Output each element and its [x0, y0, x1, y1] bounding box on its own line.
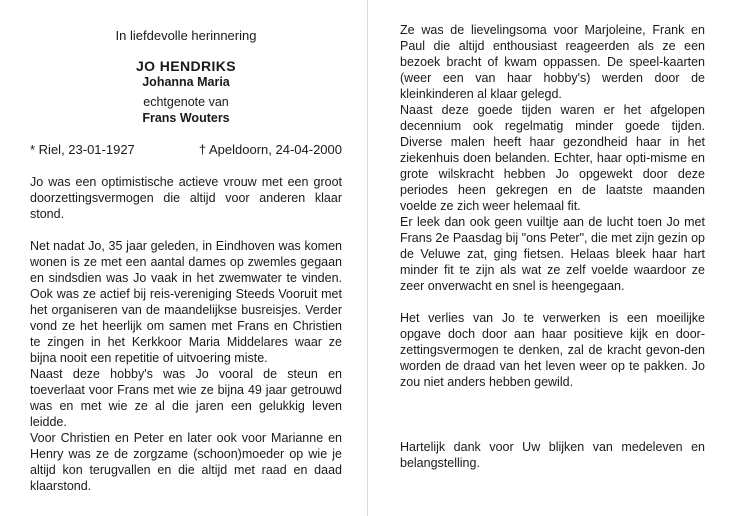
card-fold-line: [367, 0, 368, 516]
death-date: † Apeldoorn, 24-04-2000: [198, 142, 342, 157]
left-panel: [30, 28, 342, 494]
paragraph-children: Voor Christien en Peter en later ook voor Marianne en Henry was ze de zorgzame (schoon)moeder op wie je altijd kon terugvallen en die altijd met raad en daad klaarstond.: [30, 431, 342, 493]
paragraph-hobbies: Net nadat Jo, 35 jaar geleden, in Eindhoven was komen wonen is ze met een aantal dames op zwemles gegaan en sindsdien was Jo vaak in het zwemwater te vinden. Ook was ze actief bij reis-vereniging Steeds Vooruit met het organiseren van de maandelijkse busreisjes. Verder vond ze het heerlijk om samen met Frans en Christien te zingen in het Kerkkoor Maria Middelares waar ze bijna nooit een repetitie of uitvoering miste.: [30, 239, 342, 365]
spouse-name: Frans Wouters: [142, 111, 230, 125]
paragraph-passing: Er leek dan ook geen vuiltje aan de lucht toen Jo met Frans 2e Paasdag bij "ons Peter", die met zijn gezin op de Veluwe zat, ging fietsen. Helaas bleek haar hart minder fit te zijn als wat ze zelf voelde waardoor ze zeer onverwacht en snel is heengegaan.: [400, 215, 705, 293]
spouse-label: echtgenote van: [143, 95, 229, 109]
paragraph-thanks: Hartelijk dank voor Uw blijken van medeleven en belangstelling.: [400, 440, 705, 470]
right-panel: [400, 22, 705, 471]
paragraph-intro: Jo was een optimistische actieve vrouw met een groot doorzettingsvermogen die altijd voor anderen klaar stond.: [30, 175, 342, 221]
paragraph-health: Naast deze goede tijden waren er het afgelopen decennium ook regelmatig minder goede tijden. Diverse malen heeft haar gezondheid haar in het ziekenhuis doen belanden. Echter, haar opti-misme en grote wilskracht hebben Jo opgewekt door deze periodes heen gekregen en de laatste maanden voelde ze zich weer helemaal fit.: [400, 103, 705, 213]
deceased-given-names: Johanna Maria: [142, 75, 230, 89]
deceased-name: JO HENDRIKS: [135, 58, 237, 74]
paragraph-loss: Het verlies van Jo te verwerken is een moeilijke opgave doch door aan haar positieve kijk en door-zettingsvermogen te denken, zal de kracht gevon-den worden de draad van het leven weer op te pakken. Jo zou niet anders hebben gewild.: [400, 311, 705, 389]
paragraph-grandchildren: Ze was de lievelingsoma voor Marjoleine, Frank en Paul die altijd enthousiast reageerden als ze een bezoek bracht of kwam oppassen. De speel-kaarten (weer een van haar hobby's) werden door de kleinkinderen al klaar gelegd.: [400, 23, 705, 101]
memorial-heading: In liefdevolle herinnering: [115, 28, 257, 43]
birth-date: * Riel, 23-01-1927: [30, 142, 135, 157]
paragraph-marriage: Naast deze hobby's was Jo vooral de steun en toeverlaat voor Frans met wie ze bijna 49 jaar getrouwd was en met wie ze al die jaren een gelukkig leven leidde.: [30, 367, 342, 429]
life-dates: [30, 142, 342, 158]
